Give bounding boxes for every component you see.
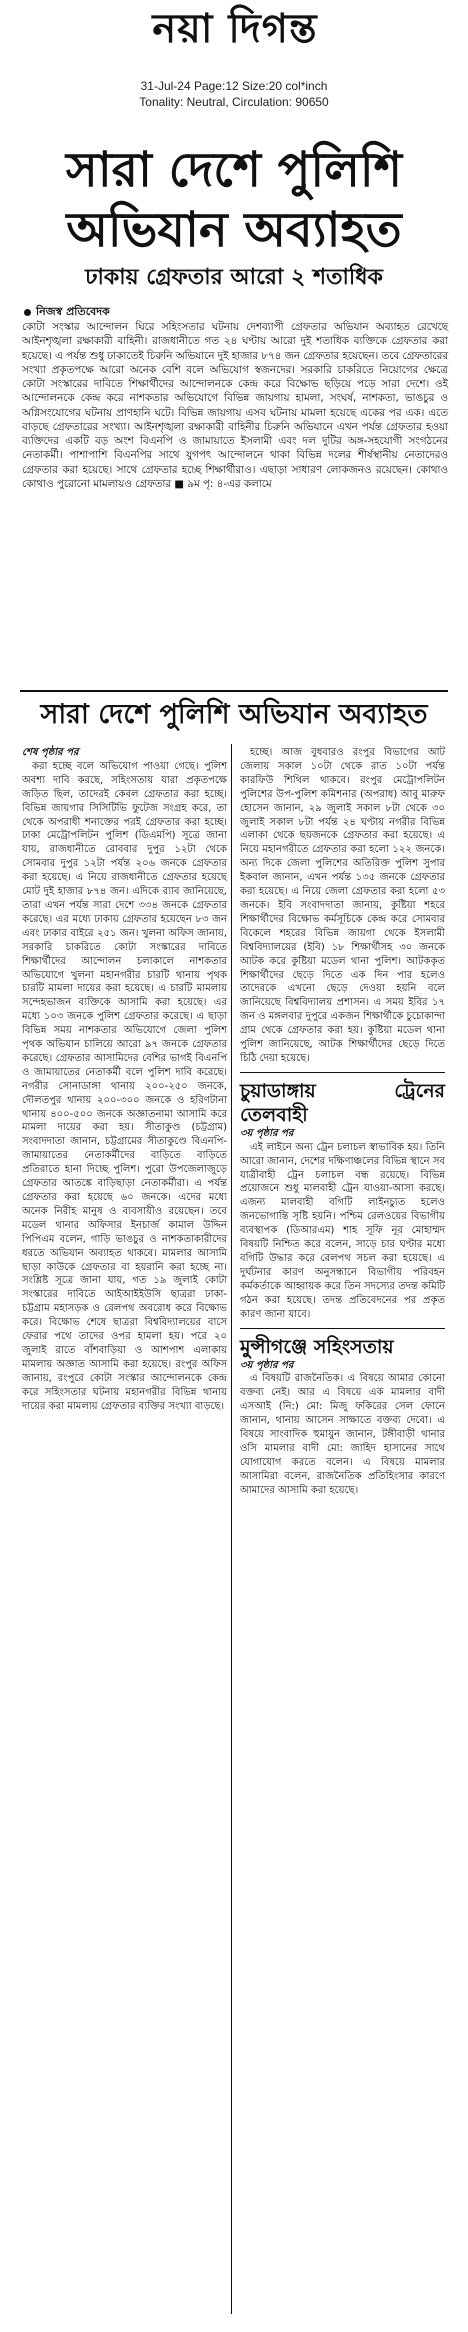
continuation-headline: সারা দেশে পুলিশি অভিযান অব্যাহত bbox=[40, 699, 428, 730]
section-3-jump: ৩য় পৃষ্ঠার পর bbox=[240, 1359, 294, 1371]
newspaper-logo bbox=[105, 6, 365, 54]
logo-text: নয়া দিগন্ত bbox=[152, 5, 318, 52]
right-column bbox=[240, 746, 445, 1498]
section-divider bbox=[20, 690, 448, 692]
left-column bbox=[22, 746, 227, 1414]
section-2-text: এই লাইনে অন্য ট্রেন চলাচল স্বাভাবিক হয়। তিনি আরো জানান, দেশের দক্ষিণাঞ্চলের বিভিন্ন স্থানে সব যাত্রীবাহী ট্রেন চলাচল বন্ধ রয়েছে। বিভিন্ন প্রয়োজনে শুধু মালবাহী ট্রেন যাওয়া-আসা করছে। এজন্য মালবাহী বগিটি লাইনচ্যুত হলেও জনভোগান্তি সৃষ্টি হয়নি। পশ্চিম রেলওয়ের বিভাগীয় ব্যবস্থাপক (ডিআরএম) শাহ সূফি নূর মোহাম্মদ বিষয়টি নিশ্চিত করে বলেন, সাড়ে চার ঘণ্টার মধ্যে বগিটি উদ্ধার করে রেলপথ সচল করা হয়েছে। এ দুর্ঘটনার কারণ অনুসন্ধানে বিভাগীয় পরিবহন কর্মকর্তাকে আহ্বায়ক করে তিন সদস্যের তদন্ত কমিটি গঠন করা হয়েছে। তদন্ত প্রতিবেদনের পর প্রকৃত কারণ জানা যাবে। bbox=[240, 1141, 445, 1320]
section-2-title: চুয়াডাঙ্গায় ট্রেনের তেলবাহী bbox=[240, 1079, 445, 1126]
left-column-text: করা হচ্ছে বলে অভিযোগ পাওয়া গেছে। পুলিশ অবশ্য দাবি করছে, সহিংসতায় যারা প্রকৃতপক্ষে জড়িত ছিল, তাদেরই কেবল গ্রেফতার করা হচ্ছে। বিভিন্ন জায়গার সিসিটিভি ফুটেজ সংগ্রহ করে, তা থেকে অপরাধী শনাক্তের পরই গ্রেফতার করা হচ্ছে। ঢাকা মেট্রোপলিটন পুলিশ (ডিএমপি) সূত্রে জানা যায়, রাজধানীতে রোববার দুপুর ১২টা থেকে সোমবার দুপুর ১২টা পর্যন্ত ২০৬ জনকে গ্রেফতার করা হয়েছে। এ নিয়ে রাজধানীতে গ্রেফতার হয়েছে মোট দুই হাজার ৮৭৪ জন। এদিকে র‌্যাব জানিয়েছে, তারা এখন পর্যন্ত সারা দেশে ৩৩৪ জনকে গ্রেফতার করেছে। এর মধ্যে ঢাকায় গ্রেফতার হয়েছেন ৮৩ জন এবং ঢাকার বাইরে ২৫১ জন। খুলনা অফিস জানায়, সরকারি চাকরিতে কোটা সংস্কারের দাবিতে শিক্ষার্থীদের আন্দোলন চলাকালে নাশকতার অভিযোগে খুলনা মহানগরীর চারটি থানায় পৃথক চারটি মামলা দায়ের করা হয়েছে। এ চারটি মামলায় সন্দেহভাজন ব্যক্তিকে আসামি করা হয়েছে। এর মধ্যে ১০৩ জনকে পুলিশ গ্রেফতার করেছে। এ ছাড়া বিভিন্ন সময় নাশকতার অভিযোগে জেলা পুলিশ পৃথক অভিযান চালিয়ে আরো ৯৭ জনকে গ্রেফতার করেছে। গ্রেফতার আসামিদের বেশির ভাগই বিএনপি ও জামায়াতের নেতাকর্মী বলে পুলিশ দাবি করেছে। নগরীর সোনাডাঙ্গা থানায় ২০০-২৫০ জনকে, দৌলতপুর থানায় ২০০-৩০০ জনকে ও হরিণটানা থানায় ৪০০-৫০০ জনকে অজ্ঞাতনামা আসামি করে মামলা দায়ের করা হয়। সীতাকুণ্ড (চট্টগ্রাম) সংবাদদাতা জানান, চট্টগ্রামের সীতাকুণ্ডে বিএনপি-জামায়াতের নেতাকর্মীদের বাড়িতে বাড়িতে প্রতিরাতে হানা দিচ্ছে পুলিশ। পুরো উপজেলাজুড়ে গ্রেফতার আতঙ্কে বাড়িছাড়া নেতাকর্মীরা। এ পর্যন্ত গ্রেফতার করা হয়েছে ৬০ জনকে। এদের মধ্যে অনেক নিরীহ মানুষ ও ব্যবসায়ীও রয়েছেন। তবে মডেল থানার অফিসার ইনচার্জ কামাল উদ্দিন পিপিএম বলেন, গাড়ি ভাঙচুর ও নাশকতাকারীদের ধরতে অভিযান অব্যাহত থাকবে। মামলার আসামি ছাড়া কাউকে গ্রেফতার বা হয়রানি করা হচ্ছে না। সংশ্লিষ্ট সূত্রে জানা যায়, গত ১৯ জুলাই কোটা সংস্কারের দাবিতে আইআইইউসি ছাত্ররা ঢাকা-চট্টগ্রাম মহাসড়ক ও রেলপথ অবরোধ করে বিক্ষোভ করে। বিক্ষোভ শেষে ছাত্ররা বিশ্ববিদ্যালয়ের বাসে ফেরার পথে তাদের ওপর হামলা হয়। পরে ২০ জুলাই রাতে বাঁশবাড়িয়া ও আশপাশ এলাকায় মামলায় অজ্ঞাত আসামি করা হয়েছে। রংপুর অফিস জানায়, রংপুরে কোটা সংস্কার আন্দোলনকে কেন্দ্র করে সহিংসতার ঘটনায় মহানগরীর বিভিন্ন থানায় দায়ের করা মামলায় গ্রেফতার ব্যক্তির সংখ্যা বাড়ছে। bbox=[22, 760, 227, 1412]
masthead bbox=[0, 0, 468, 66]
section-3-text: এ বিষয়টি রাজনৈতিক। এ বিষয়ে আমার কোনো বক্তব্য নেই। আর এ বিষয়ে এক মামলার বাদী এসআই (নি:) মো: মিজু ফকিরের সেল ফোনে জানান, থানায় আসেন সাক্ষাতে বক্তব্য দেবো। এ বিষয়ে সাংবাদিক হুমায়ুন জানান, টঙ্গীবাড়ী থানার ওসি মামলার বাদী মো: জাহিদ হাসানের সাথে যোগাযোগ করতে বলেন। এ বিষয়ে মামলার আসামিরা বলেন, রাজনৈতিক প্রতিহিংসার কারণে আমাদের আসামি করা হয়েছে। bbox=[240, 1373, 445, 1496]
main-headline-line-1: সারা দেশে পুলিশি bbox=[66, 142, 402, 198]
clipping-meta bbox=[0, 78, 468, 110]
section-2-jump: ৩য় পৃষ্ঠার পর bbox=[240, 1127, 294, 1139]
bullet-icon bbox=[24, 309, 31, 316]
left-jump-label: শেষ পৃষ্ঠার পর bbox=[22, 747, 79, 758]
meta-line-1: 31-Jul-24 Page:12 Size:20 col*inch bbox=[140, 79, 328, 93]
right-column-text: হচ্ছে। আজ বুধবারও রংপুর বিভাগের আট জেলায় সকাল ১০টা থেকে রাত ১০টা পর্যন্ত কারফিউ শিথিল থাকবে। রংপুর মেট্রোপলিটন পুলিশের উপ-পুলিশ কমিশনার (অপরাধ) আবু মারুফ হোসেন জানান, ২৯ জুলাই সকাল ৮টা থেকে ৩০ জুলাই সকাল ৮টা পর্যন্ত ২৪ ঘণ্টায় নগরীর বিভিন্ন এলাকা থেকে ছয়জনকে গ্রেফতার করা হয়েছে। এ নিয়ে মহানগরীতে গ্রেফতার করা হলো ১২২ জনকে। অন্য দিকে জেলা পুলিশের অতিরিক্ত পুলিশ সুপার ইকবাল জানান, এখন পর্যন্ত ১৩৫ জনকে গ্রেফতার করা হয়েছে। এ নিয়ে জেলা গ্রেফতার করা হলো ৫৩ জনকে। ইবি সংবাদদাতা জানায়, কুষ্টিয়া শহরে শিক্ষার্থীদের বিক্ষোভ কর্মসূচিকে কেন্দ্র করে সোমবার বিকেলে শহরের বিভিন্ন জায়গা থেকে ইসলামী বিশ্ববিদ্যালয়ের (ইবি) ১৮ শিক্ষার্থীসহ ৩০ জনকে আটক করে কুষ্টিয়া মডেল থানা পুলিশ। আটককৃত শিক্ষার্থীদের ছেড়ে দিতে এক দিন পার হলেও তাদেরকে এখনো ছেড়ে দেওয়া হয়নি বলে জানিয়েছে বিশ্ববিদ্যালয় প্রশাসন। এ সময় ইবির ১৭ জন ও মঙ্গলবার দুপুরে একজন শিক্ষার্থীকে চুচোকান্দা গ্রাম থেকে গ্রেফতার করা হয়। কুষ্টিয়া মডেল থানা পুলিশ জানিয়েছে, আটক শিক্ষার্থীদের ছেড়ে দিতে চিঠি দেয়া হয়েছে। bbox=[240, 747, 445, 1064]
section-3-title: মুন্সীগঞ্জে সহিংসতায় bbox=[240, 1335, 394, 1358]
lead-article-body: কোটা সংস্কার আন্দোলন ঘিরে সহিংসতার ঘটনায় দেশব্যাপী গ্রেফতার অভিযান অব্যাহত রেখেছে আইনশৃঙ্খলা রক্ষাকারী বাহিনী। রাজধানীতে গত ২৪ ঘণ্টায় আরো দুই শতাধিক ব্যক্তিকে গ্রেফতার করা হয়েছে। এ পর্যন্ত শুধু ঢাকাতেই চিরুনি অভিযানে দুই হাজার ৮৭৪ জন গ্রেফতার হয়েছেন। তবে গ্রেফতারের সংখ্যা প্রকৃতপক্ষে আরো অনেক বেশি বলে অভিযোগ স্বজনদের। সরকারি চাকরিতে নিয়োগের ক্ষেত্রে কোটা সংস্কারের দাবিতে শিক্ষার্থীদের আন্দোলনকে কেন্দ্র করে বিক্ষোভ ছড়িয়ে পড়ে সারা দেশে। ওই আন্দোলনকে কেন্দ্র করে নাশকতার অভিযোগে বিভিন্ন জায়গায় হামলা, সংঘর্ষ, নাশকতা, ভাঙচুর ও অগ্নিসংযোগের ঘটনায় প্রাণহানি ঘটে। বিভিন্ন জায়গায় এসব ঘটনায় মামলা হয়েছে একের পর এক। এতে বাড়ছে গ্রেফতারের সংখ্যা। আইনশৃঙ্খলা রক্ষাকারী বাহিনীর চিরুনি অভিযানে এখন পর্যন্ত গ্রেফতার হওয়া ব্যক্তিদের একটি বড় অংশ বিএনপি ও জামায়াতে ইসলামী এবং দল দুটির অঙ্গ-সহযোগী সংগঠনের নেতাকর্মী। পাশাপাশি বিএনপির সাথে যুগপৎ আন্দোলনে থাকা বিভিন্ন দলের শীর্ষস্থানীয় নেতাদেরও গ্রেফতার করা হয়েছে। সাথে গ্রেফতার হচ্ছে শিক্ষার্থীরাও। এছাড়া সাধারণ লোকজনও রয়েছেন। কোথাও কোথাও পুরোনো মামলায়ও গ্রেফতার ■ ৯ম পৃ: ৪-এর কলামে bbox=[22, 321, 448, 490]
main-headline bbox=[0, 140, 468, 260]
column-divider bbox=[231, 744, 232, 2314]
main-subheadline: ঢাকায় গ্রেফতার আরো ২ শতাধিক bbox=[85, 265, 383, 290]
right-column-rule-2 bbox=[240, 1328, 445, 1329]
right-column-rule-1 bbox=[240, 1072, 445, 1073]
meta-line-2: Tonality: Neutral, Circulation: 90650 bbox=[139, 95, 329, 109]
main-headline-line-2: অভিযান অব্যাহত bbox=[66, 202, 402, 258]
byline-text: নিজস্ব প্রতিবেদক bbox=[36, 305, 110, 318]
